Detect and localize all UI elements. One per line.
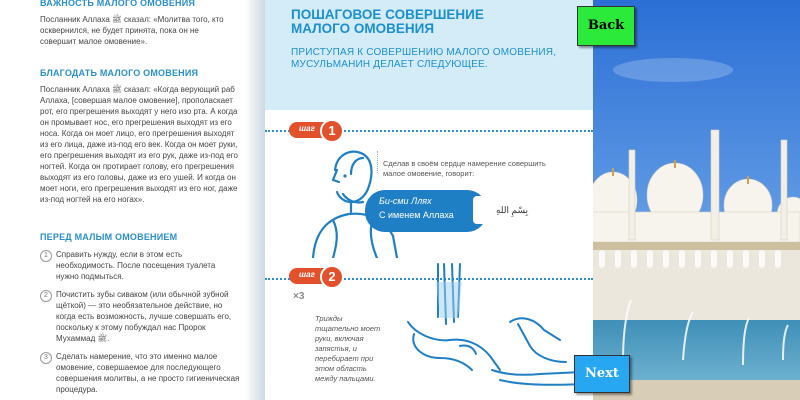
step-number: 1 <box>40 250 52 262</box>
step1-word: шаг <box>299 124 315 133</box>
page-subtitle: ПРИСТУПАЯ К СОВЕРШЕНИЮ МАЛОГО ОМОВЕНИЯ, МУСУЛЬМАНИН ДЕЛАЕТ СЛЕДУЮЩЕЕ. <box>291 47 557 70</box>
middle-page <box>265 0 593 400</box>
step-number: 2 <box>40 290 52 302</box>
back-button[interactable]: Back <box>577 6 635 46</box>
step2-word: шаг <box>299 270 315 279</box>
left-page <box>0 0 245 400</box>
next-button[interactable]: Next <box>574 355 630 393</box>
hand-washing-illustration <box>400 262 585 397</box>
list-item <box>40 249 240 289</box>
speech-bubble <box>365 190 487 232</box>
section-text-importance: Посланник Аллаха ﷺ сказал: «Молитва того, кто осквернился, не будет принята, пока он не совершит малое омовение». <box>40 15 224 46</box>
list-item <box>40 289 240 351</box>
book-spine <box>245 0 265 400</box>
step2-description: Трижды тщательно моет руки, включая запястья, и перебирает при этом область между пальцами. <box>315 314 381 383</box>
step-text: Справить нужду, если в этом есть необходимость. После посещения туалета нужно подмыться. <box>56 250 216 281</box>
section-title-grace: БЛАГОДАТЬ МАЛОГО ОМОВЕНИЯ <box>40 68 199 78</box>
step2-number: 2 <box>320 265 344 289</box>
step1-number: 1 <box>320 119 344 143</box>
translation: С именем Аллаха <box>379 210 454 220</box>
repeat-count: ×3 <box>293 291 305 302</box>
transliteration: Би-сми Ллях <box>379 196 432 206</box>
step-number: 3 <box>40 352 52 364</box>
section-title-before: ПЕРЕД МАЛЫМ ОМОВЕНИЕМ <box>40 232 178 242</box>
leader-line <box>377 151 378 173</box>
section-text-grace: Посланник Аллаха ﷺ сказал: «Когда верующий раб Аллаха, [совершая малое омовение], прополаскает рот, его прегрешения выходят у него изо рта. А когда он промывает нос, его прегрешения выходят из его носа. Когда он моет лицо, его прегрешения выходят из его лица, даже из-под его век. Когда он моет руки, его прегрешения выходят из его рук, даже из-под его ногтей. Когда он протирает голову, его прегрешения выходят из его головы, даже из его ушей. И когда он моет ноги, его прегрешения выходят из его ног, даже из-под ногтей на его ногах». <box>40 85 238 204</box>
list-item <box>40 351 240 395</box>
arabic-phrase: بِسْمِ اللهِ <box>473 196 551 224</box>
step-text: Почистить зубы сиваком (или обычной зубной щёткой) — это необязательное действие, но когда есть возможность, лучше совершать его, поскольку к этому побуждал нас Пророк Мухаммад ﷺ. <box>56 290 232 343</box>
section-title-importance: ВАЖНОСТЬ МАЛОГО ОМОВЕНИЯ <box>40 0 196 8</box>
mosque-photo <box>593 0 800 400</box>
step1-description: Сделав в своём сердце намерение совершить малое омовение, говорит: <box>383 159 546 178</box>
step-text: Сделать намерение, что это именно малое омовение, совершаемое для последующего совершения молитвы, а не просто гигиеническая процедура. <box>56 352 240 394</box>
page-title: ПОШАГОВОЕ СОВЕРШЕНИЕ МАЛОГО ОМОВЕНИЯ <box>291 7 484 36</box>
before-steps-list <box>40 249 240 395</box>
middle-header-band <box>265 0 593 110</box>
